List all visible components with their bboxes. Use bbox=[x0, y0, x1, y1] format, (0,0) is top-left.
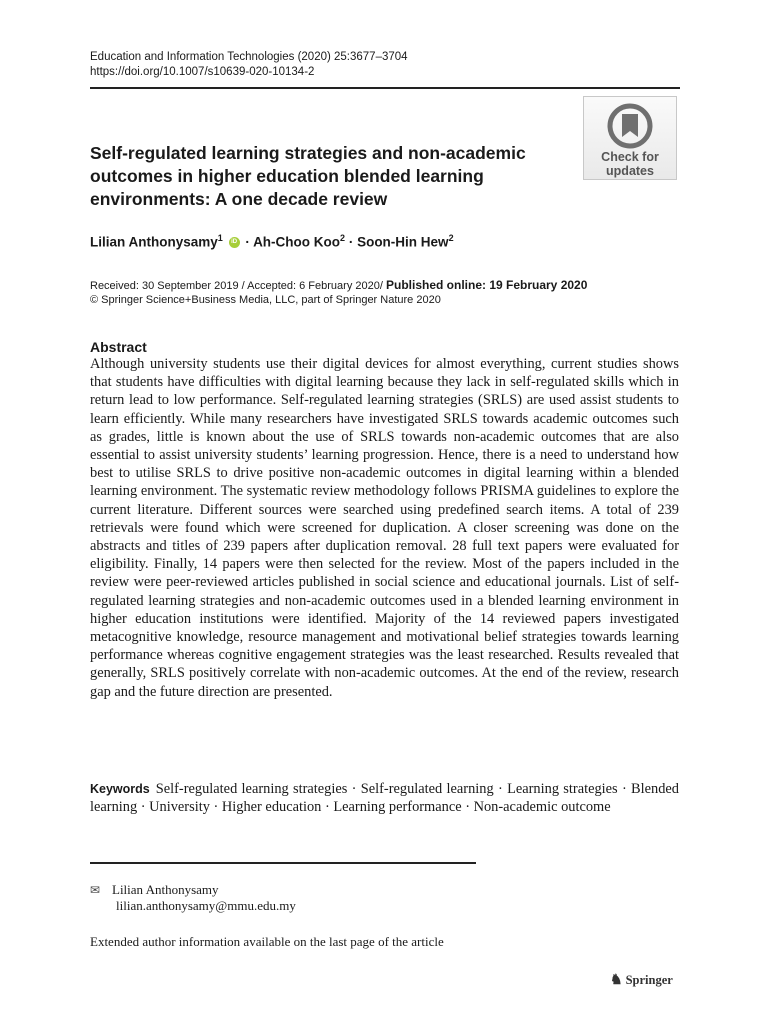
published-online-date: Published online: 19 February 2020 bbox=[385, 278, 588, 292]
badge-line-1: Check for bbox=[601, 150, 659, 164]
publisher-logo bbox=[610, 972, 673, 989]
author-affiliation: 2 bbox=[340, 233, 346, 243]
keywords-section bbox=[90, 780, 679, 816]
springer-horse-icon: ♞ bbox=[610, 973, 623, 988]
keywords-list: Self-regulated learning strategies · Self-regulated learning · Learning strategies · Blended learning · University · Higher education · Learning performance · Non-academic outcome bbox=[90, 781, 679, 816]
check-for-updates-badge[interactable] bbox=[583, 96, 677, 180]
contact-email[interactable]: lilian.anthonysamy@mmu.edu.my bbox=[116, 898, 296, 913]
keywords-label: Keywords bbox=[90, 782, 150, 796]
author-name[interactable]: Ah-Choo Koo bbox=[253, 234, 341, 250]
badge-line-2: updates bbox=[606, 164, 654, 178]
envelope-icon: ✉ bbox=[90, 883, 101, 897]
orcid-icon[interactable]: iD bbox=[229, 237, 240, 248]
abstract-body: Although university students use their digital devices for almost everything, current studies shows that students have difficulties with digital learning because they lack in self-regulated skills which in return lead to low performance. Self-regulated learning strategies (SRLS) are used assist students to learn efficiently. While many researchers have investigated SRLS towards academic outcomes such as grades, little is known about the use of SRLS towards non-academic outcomes that are also essential to assist university students’ learning progression. Hence, there is a need to understand how best to utilise SRLS to drive positive non-academic outcomes in digital learning within a blended learning environment. The systematic review methodology follows PRISMA guidelines to explore the current literature. Different sources were searched using predefined search items. A total of 239 retrievals were found which were screened for duplication. A closer screening was done on the abstracts and titles of 239 papers after duplication removal. 28 full text papers were evaluated for eligibility. Finally, 14 papers were then selected for the review. Most of the papers included in the review were peer-reviewed articles published in social science and educational journals. List of self-regulated learning strategies and non-academic outcomes used in a blended learning environment in higher education institutions were identified. Majority of the 14 reviewed papers investigated metacognitive knowledge, resource management and motivational belief strategies towards learning performance whereas cognitive engagement strategies was the least researched. Results revealed that generally, SRLS positively correlate with non-academic outcomes. At the end of the review, research gap and the future direction are presented. bbox=[90, 356, 679, 700]
corresponding-author bbox=[90, 882, 296, 914]
publication-dates bbox=[90, 278, 587, 307]
bookmark-ring-icon bbox=[606, 103, 654, 149]
extended-author-note: Extended author information available on the last page of the article bbox=[90, 934, 444, 949]
contact-name: Lilian Anthonysamy bbox=[112, 882, 219, 897]
footnote-divider bbox=[90, 862, 476, 864]
journal-header bbox=[90, 50, 408, 80]
author-list: Lilian Anthonysamy$^1$ iD · Ah-Choo Koo$^2$ · Soon-Hin Hew$^2$ bbox=[90, 233, 454, 250]
received-accepted-dates: Received: 30 September 2019 / Accepted: 6 February 2020/ bbox=[90, 280, 383, 292]
copyright-notice: © Springer Science+Business Media, LLC, part of Springer Nature 2020 bbox=[90, 294, 441, 306]
author-name[interactable]: Soon-Hin Hew bbox=[357, 234, 449, 250]
author-affiliation: 2 bbox=[448, 233, 454, 243]
doi-link[interactable]: https://doi.org/10.1007/s10639-020-10134-2 bbox=[90, 66, 315, 78]
article-title: Self-regulated learning strategies and non-academic outcomes in higher education blended learning environments: A one decade review bbox=[90, 143, 526, 209]
publisher-name: Springer bbox=[625, 973, 673, 987]
header-divider bbox=[90, 87, 680, 89]
abstract-heading: Abstract bbox=[90, 339, 147, 355]
author-name[interactable]: Lilian Anthonysamy bbox=[90, 234, 218, 250]
journal-citation: Education and Information Technologies (2020) 25:3677–3704 bbox=[90, 51, 408, 63]
author-affiliation: 1 bbox=[217, 233, 223, 243]
